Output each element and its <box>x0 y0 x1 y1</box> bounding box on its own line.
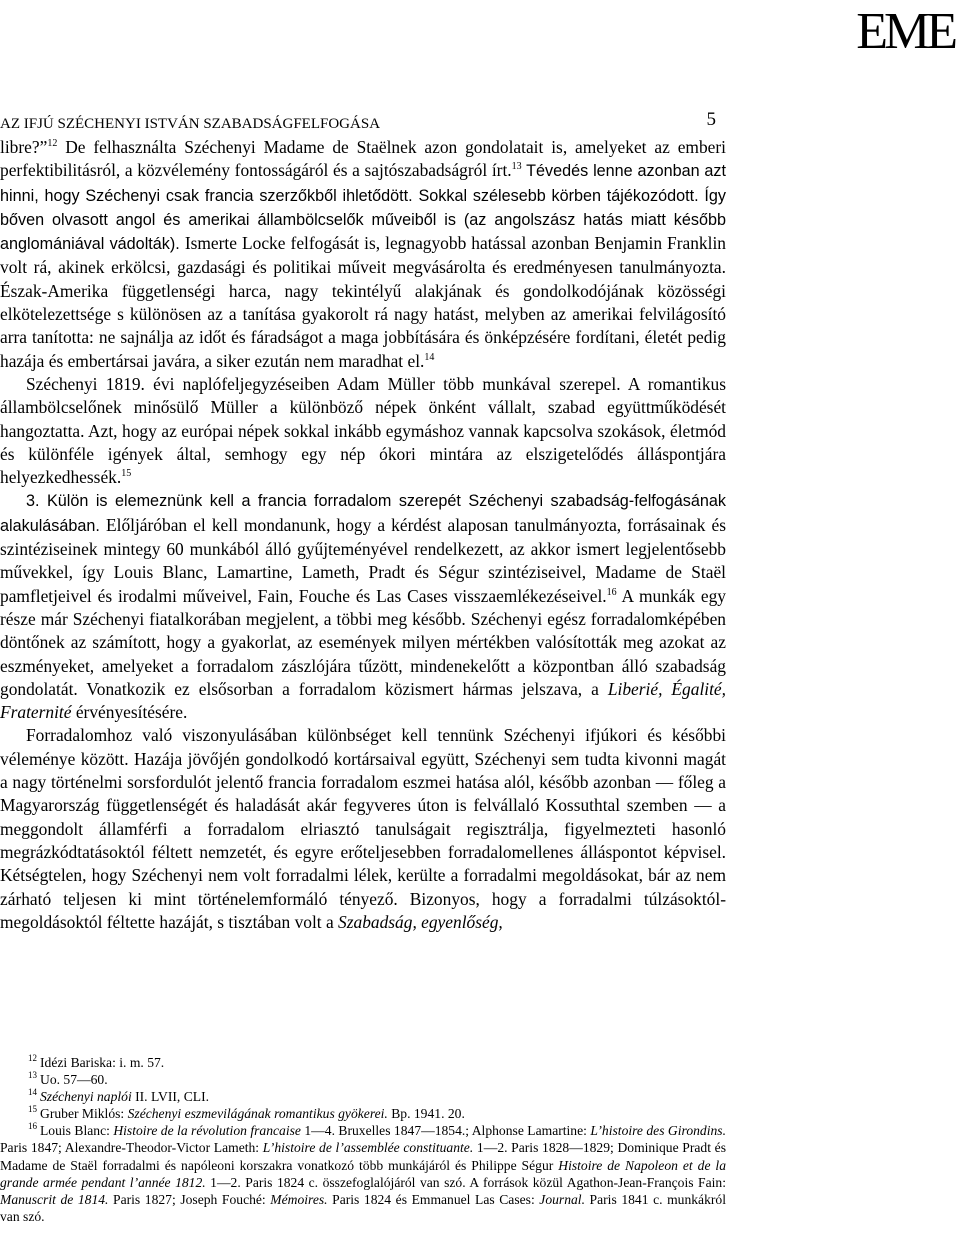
footnote-text: Paris 1841 c. munkákról van szó. <box>0 1191 726 1224</box>
footnote-16 <box>0 1122 726 1225</box>
footnote-number <box>0 1105 40 1122</box>
footnote-12 <box>0 1054 726 1071</box>
revolution-motto: Liberié, Égalité, Fraternité <box>0 678 727 723</box>
footnote-text: Gruber Miklós: <box>40 1106 128 1122</box>
publisher-logo: EME <box>856 3 954 60</box>
footnote-text: Széchenyi naplói <box>40 1089 132 1105</box>
paragraph-4: Forradalomhoz való viszonyulásában különbséget kell tennünk Széchenyi ifjúkori és későbbi véleménye között. Hazája jövőjén gondolkodó kortársaival együtt, Széchenyi sem tudta kivonni magát a nagy történelmi sorsfordulót jelentő francia forradalom eszmei hatása alól, később azonban — főleg a Magyarország függetlenségét és haladását akár fegyveres úton is felvállaló Kossuthtal szemben — a meggondolt államférfi a forradalom elriasztó tanulságait regisztrálja, figyelmezteti hasonló megrázkódtatásoktól féltett nemzetét, és egyre erőteljesebben forradalomellenes álláspontot képvisel. Kétségtelen, hogy Széchenyi nem volt forradalmi lélek, kerülte a forradalmi megoldásokat, bár az nem zárható teljesen ki mint történelemformáló tényező. Bizonyos, hogy a forradalmi túlzásoktól-megoldásoktól féltette hazáját, s tisztában volt a Szabadság, egyenlőség, <box>0 725 726 932</box>
footnote-text: 1—2. Paris 1824 c. összefoglalójáról van szó. A források közül Agathon-Jean-François Fain: <box>205 1174 726 1190</box>
footnote-text: Mémoires. <box>270 1191 328 1207</box>
footnote-text: Louis Blanc: <box>40 1123 114 1139</box>
footnote-ref-14[interactable]: 14 <box>424 351 435 363</box>
footnote-text: Paris 1824 és Emmanuel Las Cases: <box>327 1191 540 1207</box>
footnote-number <box>0 1088 40 1105</box>
paragraph-2: Széchenyi 1819. évi naplófeljegyzéseiben Adam Müller több munkával szerepel. A romantikus állambölcselőnek minősülő Müller a különböző népek önként vállalt, szabad együttműködését hangoztatta. Azt, hogy az európai népek sokkal inkább egymáshoz vannak kapcsolva szokások, életmód és különféle igények által, semhogy egy nép ókori mintára az elszigetelődés álláspontjára helyezkedhessék.$^{15}$ <box>0 373 726 488</box>
footnote-text: 1—4. Bruxelles 1847—1854.; Alphonse Lamartine: <box>300 1123 591 1139</box>
footnote-ref-15[interactable]: 15 <box>121 468 132 480</box>
footnote-ref-12[interactable]: 12 <box>47 138 58 149</box>
footnote-ref-13[interactable]: 13 <box>511 161 522 173</box>
footnote-text: Manuscrit de 1814. <box>0 1191 109 1207</box>
footnotes <box>0 1054 726 1225</box>
footnote-text: Paris 1847; Alexandre-Theodor-Victor Lameth: <box>0 1140 263 1156</box>
footnote-text: Journal. <box>539 1191 585 1207</box>
footnote-number <box>0 1054 40 1071</box>
footnote-text: Paris 1827; Joseph Fouché: <box>108 1191 271 1207</box>
footnote-number-label: 15 <box>28 1104 37 1115</box>
running-header <box>0 109 716 134</box>
paragraph-1: libre?”$^{12}$ De felhasználta Széchenyi Madame de Staëlnek azon gondolatait is, amelyeket az emberi perfektibilitásról, a közvélemény fontosságáról és a sajtószabadságról írt.$^{13}$ Tévedés lenne azonban azt hinni, hogy Széchenyi csak francia szerzőkből ihletődött. Sokkal szélesebb körben tájékozódott. Így bőven olvasott angol és amerikai állambölcselők műveiből is (az angolszász hatás miatt később anglomániával vádolták). Ismerte Locke felfogását is, legnagyobb hatással azonban Benjamin Franklin volt rá, akinek erkölcsi, gazdasági és politikai műveit megvásárolta és eredményesen tanulmányozta. Észak-Amerika függetlenségi harca, nagy tekintélyű alakjának és gondolkodójának közösségi elkötelezettsége s különösen az a tanítása gyakorolt rá nagy hatást, melyben az amerikai felvilágosító arra tanította: ne sajnálja az időt és fáradságot a maga jobbítására és önképzésére fordítani, életét pedig hazája és embertársai javára, a siker ezután nem maradhat el.$^{14}$ <box>0 137 726 371</box>
page-number: 5 <box>706 109 716 130</box>
footnote-text: Bp. 1941. 20. <box>387 1106 465 1122</box>
footnote-13 <box>0 1071 726 1088</box>
paragraph-3: 3. Külön is elemeznünk kell a francia forradalom szerepét Széchenyi szabadság-felfogásának alakulásában. Előljáróban el kell mondanunk, hogy a kérdést alaposan tanulmányozta, forrásainak és szintéziseinek mintegy 60 munkából álló gyűjteményével rendelkezett, az akkor ismert legjelentősebb művekkel, így Louis Blanc, Lamartine, Lameth, Pradt és Ségur szintéziseivel, Madame de Staël pamfletjeivel és irodalmi műveivel, Fain, Fouche és Las Cases visszaemlékezéseivel.$^{16}$ A munkák egy része már Széchenyi fiatalkorában megjelent, a többi meg később. Széchenyi egész forradalomképében döntőnek az számított, hogy a gyakorlat, az események milyen mértékben valósították meg azokat az eszményeket, amelyeket a forradalom zászlójára tűzött, mindenekelőtt a központban álló szabadság gondolatát. Vonatkozik ez elsősorban a forradalom közismert hármas jelszava, a Liberié, Égalité, Fraternité érvényesítésére. <box>0 492 727 723</box>
footnote-15 <box>0 1105 726 1122</box>
footnote-text: Széchenyi eszmevilágának romantikus gyökerei. <box>127 1106 388 1122</box>
footnote-text: 1—2. Paris 1828—1829; Dominique Pradt és Madame de Staël forradalmi és napóleoni korszakra vonatkozó több munkájáról és Philippe Ségur <box>0 1140 726 1173</box>
footnote-text: Uo. 57—60. <box>40 1072 108 1088</box>
footnote-number-label: 14 <box>28 1087 37 1098</box>
footnote-number-label: 16 <box>28 1121 37 1132</box>
footnote-text: Idézi Bariska: i. m. 57. <box>40 1055 165 1070</box>
footnote-number-label: 13 <box>28 1070 37 1081</box>
footnote-text: L’histoire de l’assemblée constituante. <box>262 1140 474 1156</box>
footnote-text: Histoire de la révolution francaise <box>113 1123 301 1139</box>
footnote-text: Histoire de Napoleon et de la grande armée pendant l’année 1812. <box>0 1157 727 1190</box>
running-title: AZ IFJÚ SZÉCHENYI ISTVÁN SZABADSÁGFELFOGÁSA <box>0 116 381 132</box>
footnote-text: L’histoire des Girondins. <box>590 1123 726 1139</box>
main-text <box>0 136 726 934</box>
footnote-ref-16[interactable]: 16 <box>606 586 617 598</box>
footnote-number <box>0 1071 40 1088</box>
footnote-text: II. LVII, CLI. <box>131 1089 210 1105</box>
footnote-14 <box>0 1088 726 1105</box>
footnote-number-label: 12 <box>28 1053 37 1063</box>
footnote-number <box>0 1122 40 1139</box>
